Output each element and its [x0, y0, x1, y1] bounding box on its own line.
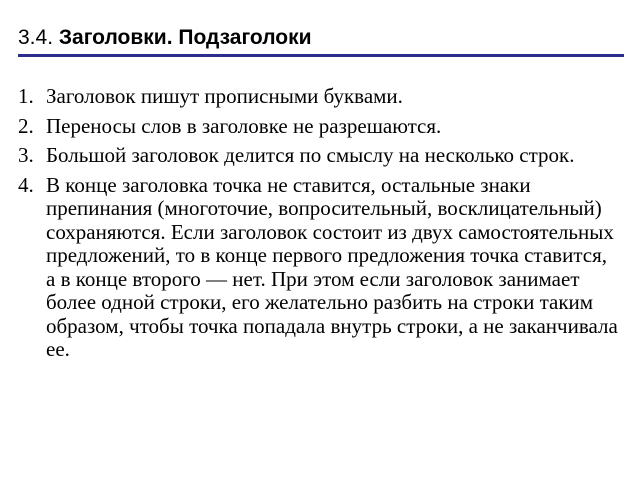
list-item-text: Заголовок пишут прописными буквами. [46, 84, 403, 108]
list-item [18, 115, 618, 139]
rules-list [18, 85, 618, 368]
page-title [18, 24, 312, 52]
list-item-text: Переносы слов в заголовке не разрешаются. [46, 113, 442, 138]
list-item-number: 4. [18, 172, 34, 197]
list-item-number: 1. [18, 84, 34, 108]
title-divider [18, 54, 624, 57]
list-item-text: В конце заголовка точка не ставится, остальные знаки препинания (многоточие, вопросительный, восклицательный) сохраняются. Если заголовок состоит из двух самостоятельных предложений, то в конце первого предложения точка ставится, а в конце второго — нет. При этом если заголовок занимает более одной строки, его желательно разбить на строки таким образом, чтобы точка попадала внутрь строки, а не заканчивала ее. [46, 172, 618, 361]
list-item-number: 2. [18, 113, 34, 138]
list-item [18, 174, 618, 362]
list-item [18, 85, 618, 109]
section-title: Заголовки. Подзаголоки [58, 26, 312, 49]
list-item-text: Большой заголовок делится по смыслу на несколько строк. [46, 143, 575, 167]
list-item [18, 144, 618, 168]
list-item-number: 3. [18, 143, 34, 167]
section-number: 3.4. [18, 26, 54, 49]
